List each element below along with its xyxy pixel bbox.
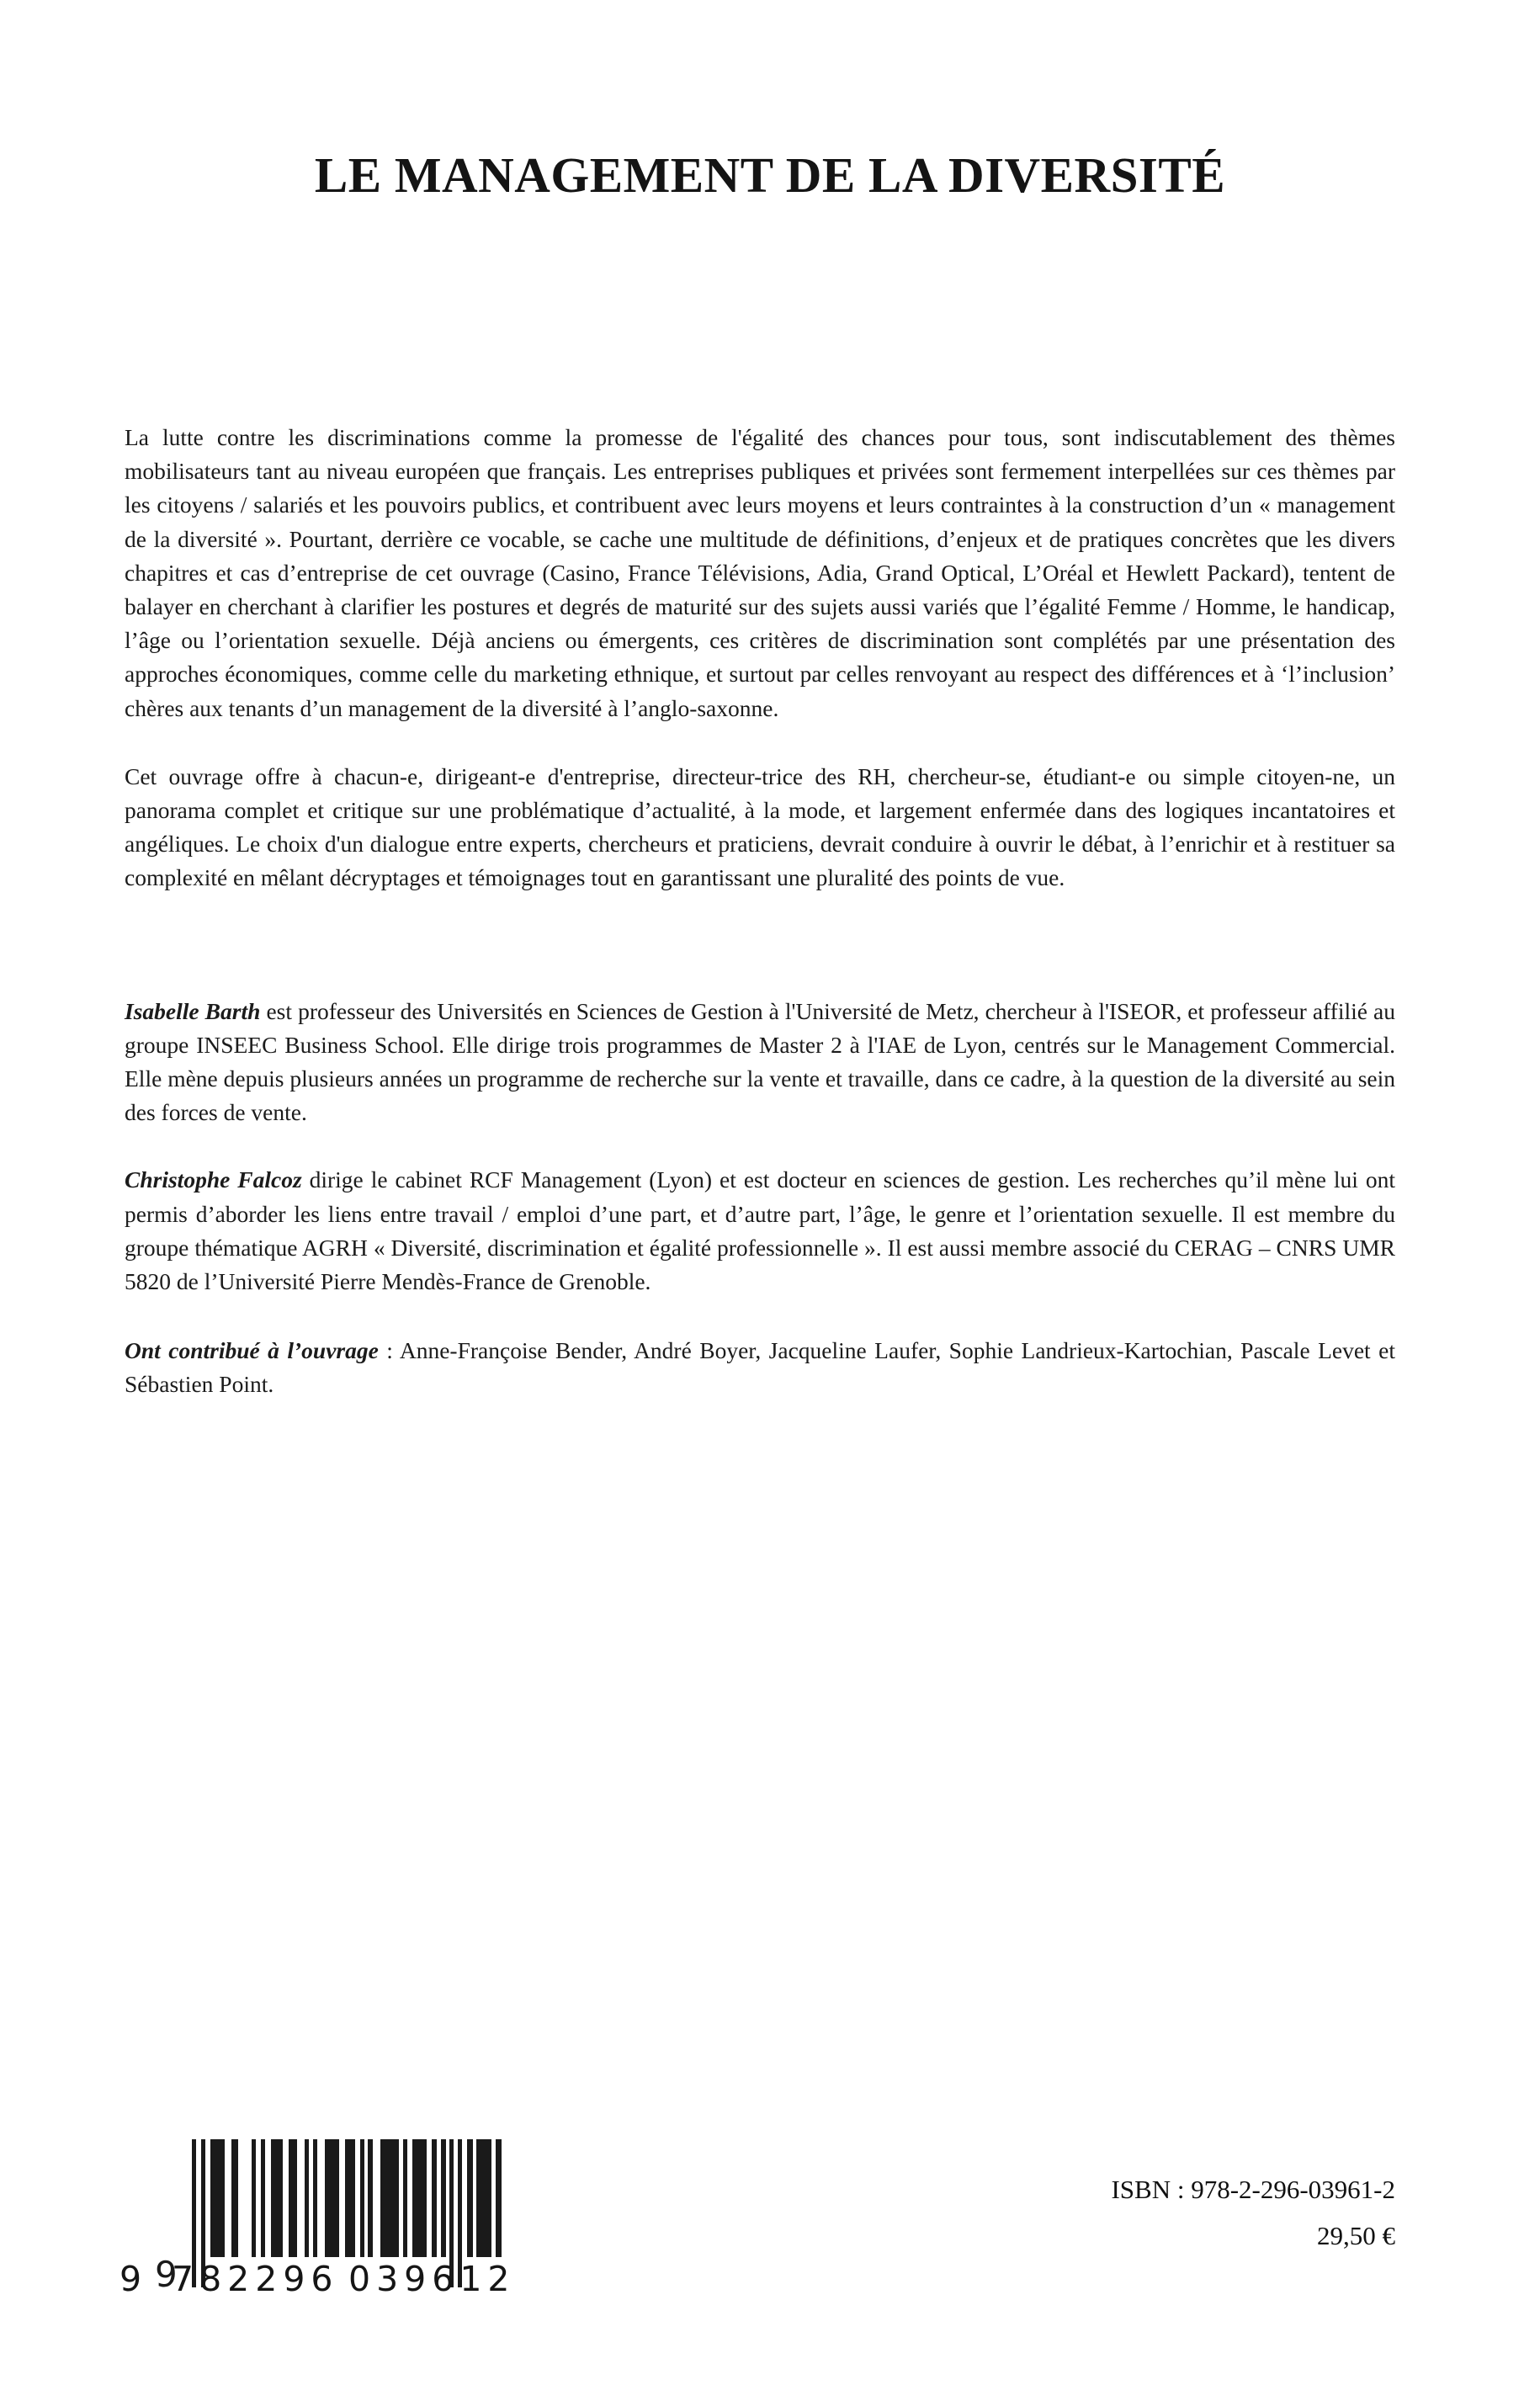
author-bio-text-isabelle-barth: est professeur des Universités en Sciences de Gestion à l'Université de Metz, chercheur à l'ISEOR, et professeur affilié au groupe INSEEC Business School. Elle dirige trois programmes de Master 2 à l'IAE de Lyon, centrés sur le Management Commercial. Elle mène depuis plusieurs années un programme de recherche sur la vente et travaille, dans ce cadre, à la question de la diversité au sein des forces de vente. xyxy=(125,997,1395,1126)
blurb-paragraph-2: Cet ouvrage offre à chacun-e, dirigeant-e d'entreprise, directeur-trice des RH, chercheur-se, étudiant-e ou simple citoyen-ne, un panorama complet et critique sur une problématique d’actualité, à la mode, et largement enfermée dans des logiques incantatoires et angéliques. Le choix d'un dialogue entre experts, chercheurs et praticiens, devrait conduire à ouvrir le débat, à l’enrichir et à restituer sa complexité en mêlant décryptages et témoignages tout en garantissant une pluralité des points de vue. xyxy=(125,762,1395,891)
contributors-spacer xyxy=(125,1299,1395,1334)
author-bio-isabelle-barth xyxy=(125,995,1395,1130)
isbn-text: ISBN : 978-2-296-03961-2 xyxy=(1111,2175,1395,2204)
contributors-text: : Anne-Françoise Bender, André Boyer, Jacqueline Laufer, Sophie Landrieux-Kartochian, Pascale Levet et Sébastien Point. xyxy=(125,1337,1395,1398)
author-name-isabelle-barth: Isabelle Barth xyxy=(125,997,261,1024)
contributors-paragraph xyxy=(125,1334,1395,1401)
author-name-christophe-falcoz: Christophe Falcoz xyxy=(125,1166,302,1193)
svg-text:9: 9 xyxy=(155,2254,178,2292)
contributors-label: Ont contribué à l’ouvrage xyxy=(125,1337,379,1364)
barcode-digits-row xyxy=(119,2259,516,2309)
section-spacer xyxy=(125,895,1395,995)
barcode-block xyxy=(119,2133,516,2313)
barcode-group-1: 782296 xyxy=(172,2259,339,2299)
blurb-paragraph-1: La lutte contre les discriminations comme la promesse de l'égalité des chances pour tous, sont indiscutablement des thèmes mobilisateurs tant au niveau européen que français. Les entreprises publiques et privées sont fermement interpellées sur ces thèmes par les citoyens / salariés et les pouvoirs publics, et contribuent avec leurs moyens et leurs contraintes à la construction d’un « management de la diversité ». Pourtant, derrière ce vocable, se cache une multitude de définitions, d’enjeux et de pratiques concrètes que les divers chapitres et cas d’entreprise de cet ouvrage (Casino, France Télévisions, Adia, Grand Optical, L’Oréal et Hewlett Packard), tentent de balayer en cherchant à clarifier les postures et degrés de maturité sur des sujets aussi variés que l’égalité Femme / Homme, le handicap, l’âge ou l’orientation sexuelle. Déjà anciens ou émergents, ces critères de discrimination sont complétés par une présentation des approches économiques, comme celle du marketing ethnique, et surtout par celles renvoyant au respect des différences et à ‘l’inclusion’ chères aux tenants d’un management de la diversité à l’anglo-saxonne. xyxy=(125,424,1395,721)
bio-spacer xyxy=(125,1129,1395,1163)
paragraph-spacer xyxy=(125,725,1395,760)
author-bio-christophe-falcoz xyxy=(125,1163,1395,1299)
price-text: 29,50 € xyxy=(1317,2221,1395,2250)
isbn-price-block xyxy=(1111,2166,1395,2259)
footer xyxy=(0,2079,1540,2331)
barcode-left-digit: 9 xyxy=(119,2259,142,2299)
barcode-group-2: 039612 xyxy=(348,2259,516,2299)
author-bio-text-christophe-falcoz: dirige le cabinet RCF Management (Lyon) et est docteur en sciences de gestion. Les recherches qu’il mène lui ont permis d’aborder les liens entre travail / emploi d’une part, et d’autre part, l’âge, le genre et l’orientation sexuelle. Il est membre du groupe thématique AGRH « Diversité, discrimination et égalité professionnelle ». Il est aussi membre associé du CERAG – CNRS UMR 5820 de l’Université Pierre Mendès-France de Grenoble. xyxy=(125,1166,1395,1295)
page-title: LE MANAGEMENT DE LA DIVERSITÉ xyxy=(314,147,1226,203)
content-column xyxy=(125,421,1395,1402)
